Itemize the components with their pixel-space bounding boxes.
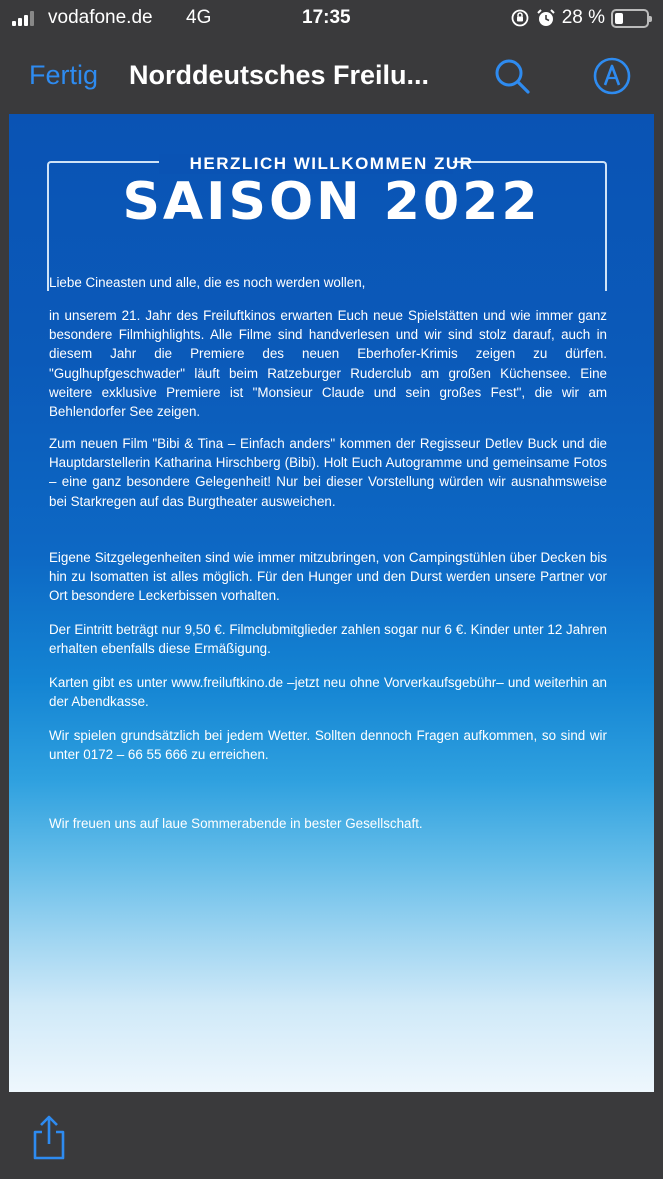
status-right	[510, 7, 649, 29]
paragraph-tickets: Karten gibt es unter www.freiluftkino.de –jetzt neu ohne Vorverkaufsgebühr– und weiterhin an der Abendkasse.	[49, 675, 607, 710]
alarm-icon	[536, 8, 556, 28]
markup-button[interactable]	[590, 54, 634, 98]
paragraph-admission: Der Eintritt beträgt nur 9,50 €. Filmclubmitglieder zahlen sogar nur 6 €. Kinder unter 12 Jahren erhalten ebenfalls diese Ermäßigung.	[49, 622, 607, 657]
markup-icon	[590, 54, 634, 98]
document-page[interactable]	[9, 114, 654, 1092]
battery-percent: 28 %	[561, 7, 605, 28]
paragraph-closing: Wir freuen uns auf laue Sommerabende in bester Gesellschaft.	[49, 816, 423, 831]
network-type: 4G	[186, 7, 212, 28]
paragraph-bibi-tina: Zum neuen Film "Bibi & Tina – Einfach anders" kommen der Regisseur Detlev Buck und die Hauptdarstellerin Katharina Hirschberg (Bibi). Holt Euch Autogramme und gemeinsame Fotos – eine ganz besondere Gelegenheit! Nur bei dieser Vorstellung würden wir ausnahmsweise bei Starkregen auf das Burgtheater ausweichen.	[49, 436, 607, 509]
share-button[interactable]	[28, 1114, 70, 1162]
share-icon	[28, 1114, 70, 1162]
search-button[interactable]	[490, 54, 534, 98]
clock: 17:35	[302, 7, 351, 28]
nav-bar	[0, 38, 663, 114]
orientation-lock-icon	[510, 8, 530, 28]
done-button[interactable]: Fertig	[29, 60, 99, 90]
bottom-toolbar	[0, 1092, 663, 1179]
carrier-name: vodafone.de	[48, 7, 153, 28]
paragraph-seating: Eigene Sitzgelegenheiten sind wie immer mitzubringen, von Campingstühlen über Decken bis hin zu Isomatten ist alles möglich. Für den Hunger und den Durst werden unsere Partner vor Ort besondere Leckerbissen vorhalten.	[49, 550, 607, 604]
search-icon	[490, 54, 534, 98]
paragraph-intro: in unserem 21. Jahr des Freiluftkinos erwarten Euch neue Spielstätten und wie immer ganz besondere Filmhighlights. Alle Filme sind handverlesen und wir sind stolz darauf, auch in diesem Jahr die Premiere des neuen Eberhofer-Krimis zeigen zu dürfen. "Guglhupfgeschwader" läuft beim Ratzeburger Ruderclub am großen Küchensee. Eine weitere exklusive Premiere ist "Monsieur Claude und sein großes Fest", die wir am Behlendorfer See zeigen.	[49, 308, 607, 420]
paragraph-greeting: Liebe Cineasten und alle, die es noch werden wollen,	[49, 275, 366, 290]
document-title: Norddeutsches Freilu...	[129, 60, 430, 90]
heading-welcome: HERZLICH WILLKOMMEN ZUR	[189, 154, 474, 173]
paragraph-weather: Wir spielen grundsätzlich bei jedem Wetter. Sollten dennoch Fragen aufkommen, so sind wir unter 0172 – 66 55 666 zu erreichen.	[49, 728, 607, 763]
battery-fill	[615, 13, 623, 24]
status-bar	[0, 0, 663, 38]
heading-season: SAISON 2022	[122, 172, 541, 232]
battery-icon	[611, 9, 649, 28]
signal-icon	[12, 10, 34, 26]
